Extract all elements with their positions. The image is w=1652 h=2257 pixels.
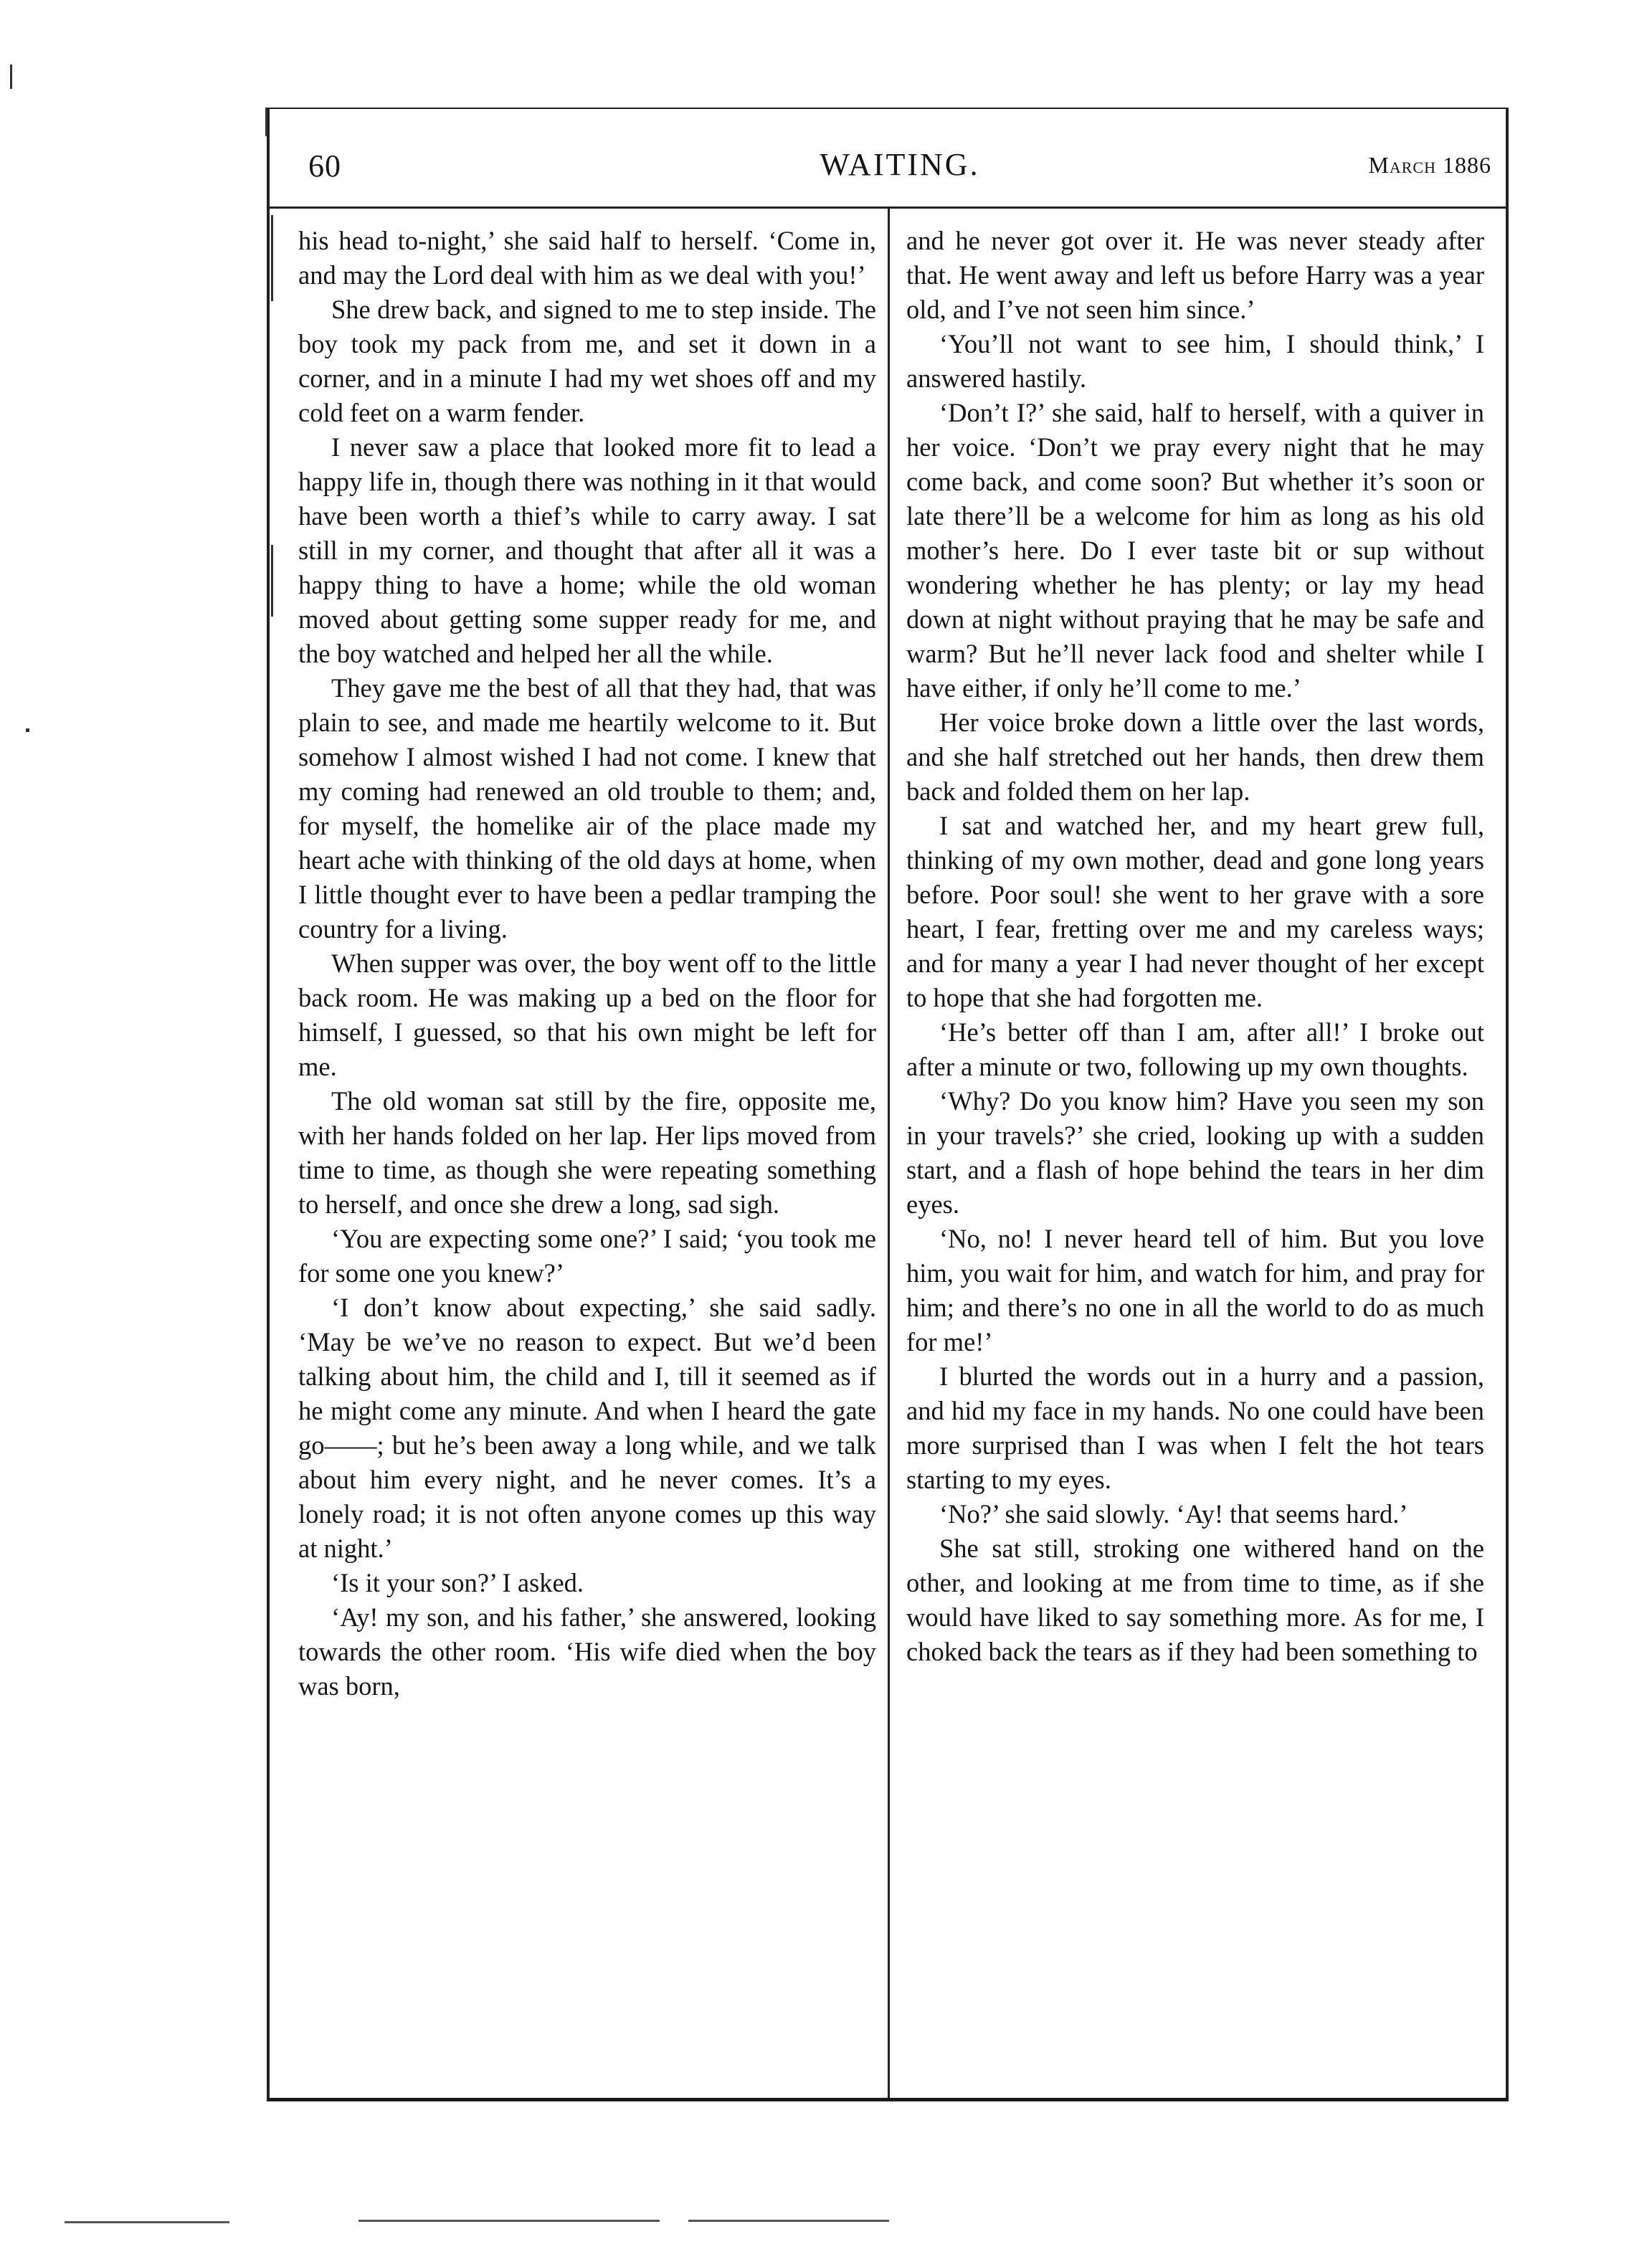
paragraph: his head to-night,’ she said half to herself. ‘Come in, and may the Lord deal with him as we deal with you!’ [298,226,876,290]
page-number: 60 [308,148,341,184]
left-text-column [298,224,876,1704]
paragraph: When supper was over, the boy went off to the little back room. He was making up a bed on the floor for himself, I guessed, so that his own might be left for me. [298,949,876,1081]
column-divider [888,208,890,2098]
paragraph: I blurted the words out in a hurry and a passion, and hid my face in my hands. No one could have been more surprised than I was when I felt the hot tears starting to my eyes. [906,1362,1484,1494]
paragraph: ‘No?’ she said slowly. ‘Ay! that seems hard.’ [939,1499,1408,1529]
paragraph: ‘You are expecting some one?’ I said; ‘you took me for some one you knew?’ [298,1224,876,1288]
paragraph: ‘Don’t I?’ she said, half to herself, with a quiver in her voice. ‘Don’t we pray every night that he may come back, and come soon? But whether it’s soon or late there’ll be a welcome for him as long as his old mother’s here. Do I ever taste bit or sup without wondering whether he has plenty; or lay my head down at night without praying that he may be safe and warm? But he’ll never lack food and shelter while I have either, if only he’ll come to me.’ [906,398,1484,703]
paragraph: I sat and watched her, and my heart grew full, thinking of my own mother, dead and gone long years before. Poor soul! she went to her grave with a sore heart, I fear, fretting over me and my careless ways; and for many a year I had never thought of her except to hope that she had forgotten me. [906,811,1484,1012]
paragraph: Her voice broke down a little over the last words, and she half stretched out her hands, then drew them back and folded them on her lap. [906,708,1484,806]
paragraph: ‘Why? Do you know him? Have you seen my son in your travels?’ she cried, looking up with a sudden start, and a flash of hope behind the tears in her dim eyes. [906,1086,1484,1219]
running-header [308,141,1491,191]
right-text-column [906,224,1484,1669]
scan-smudge-line [688,2220,889,2222]
paragraph: ‘He’s better off than I am, after all!’ I broke out after a minute or two, following up my own thoughts. [906,1017,1484,1081]
paragraph: The old woman sat still by the fire, opposite me, with her hands folded on her lap. Her lips moved from time to time, as though she were repeating something to herself, and once she drew a long, sad sigh. [298,1086,876,1219]
paragraph: ‘You’ll not want to see him, I should think,’ I answered hastily. [906,329,1484,393]
scan-margin-mark [271,545,273,617]
scan-margin-mark [26,728,29,732]
scan-margin-mark [265,108,267,136]
paragraph: ‘No, no! I never heard tell of him. But you love him, you wait for him, and watch for him, and pray for him; and there’s no one in all the world to do as much for me!’ [906,1224,1484,1356]
scan-margin-mark [10,65,12,89]
paragraph: She drew back, and signed to me to step inside. The boy took my pack from me, and set it down in a corner, and in a minute I had my wet shoes off and my cold feet on a warm fender. [298,295,876,427]
page-frame-bottom-rule [267,2098,1509,2101]
paragraph: I never saw a place that looked more fit to lead a happy life in, though there was nothing in it that would have been worth a thief’s while to carry away. I sat still in my corner, and thought that after all it was a happy thing to have a home; while the old woman moved about getting some supper ready for me, and the boy watched and helped her all the while. [298,432,876,668]
paragraph: ‘I don’t know about expecting,’ she said sadly. ‘May be we’ve no reason to expect. But we’d been talking about him, the child and I, till it seemed as if he might come any minute. And when I heard the gate go——; but he’s been away a long while, and we talk about him every night, and he never comes. It’s a lonely road; it is not often anyone comes up this way at night.’ [298,1293,876,1563]
running-title: WAITING. [820,147,980,182]
paragraph: and he never got over it. He was never steady after that. He went away and left us before Harry was a year old, and I’ve not seen him since.’ [906,226,1484,324]
paragraph: ‘Ay! my son, and his father,’ she answered, looking towards the other room. ‘His wife died when the boy was born, [298,1602,876,1701]
scan-margin-mark [271,215,273,301]
paragraph: She sat still, stroking one withered hand on the other, and looking at me from time to time, as if she would have liked to say something more. As for me, I choked back the tears as if they had been something to [906,1534,1484,1666]
issue-date: March 1886 [1368,152,1491,178]
scan-smudge-line [65,2221,229,2223]
paragraph: ‘Is it your son?’ I asked. [331,1568,584,1597]
paragraph: They gave me the best of all that they had, that was plain to see, and made me heartily welcome to it. But somehow I almost wished I had not come. I knew that my coming had renewed an old trouble to them; and, for myself, the homelike air of the place made my heart ache with thinking of the old days at home, when I little thought ever to have been a pedlar tramping the country for a living. [298,673,876,944]
scan-smudge-line [359,2220,660,2222]
